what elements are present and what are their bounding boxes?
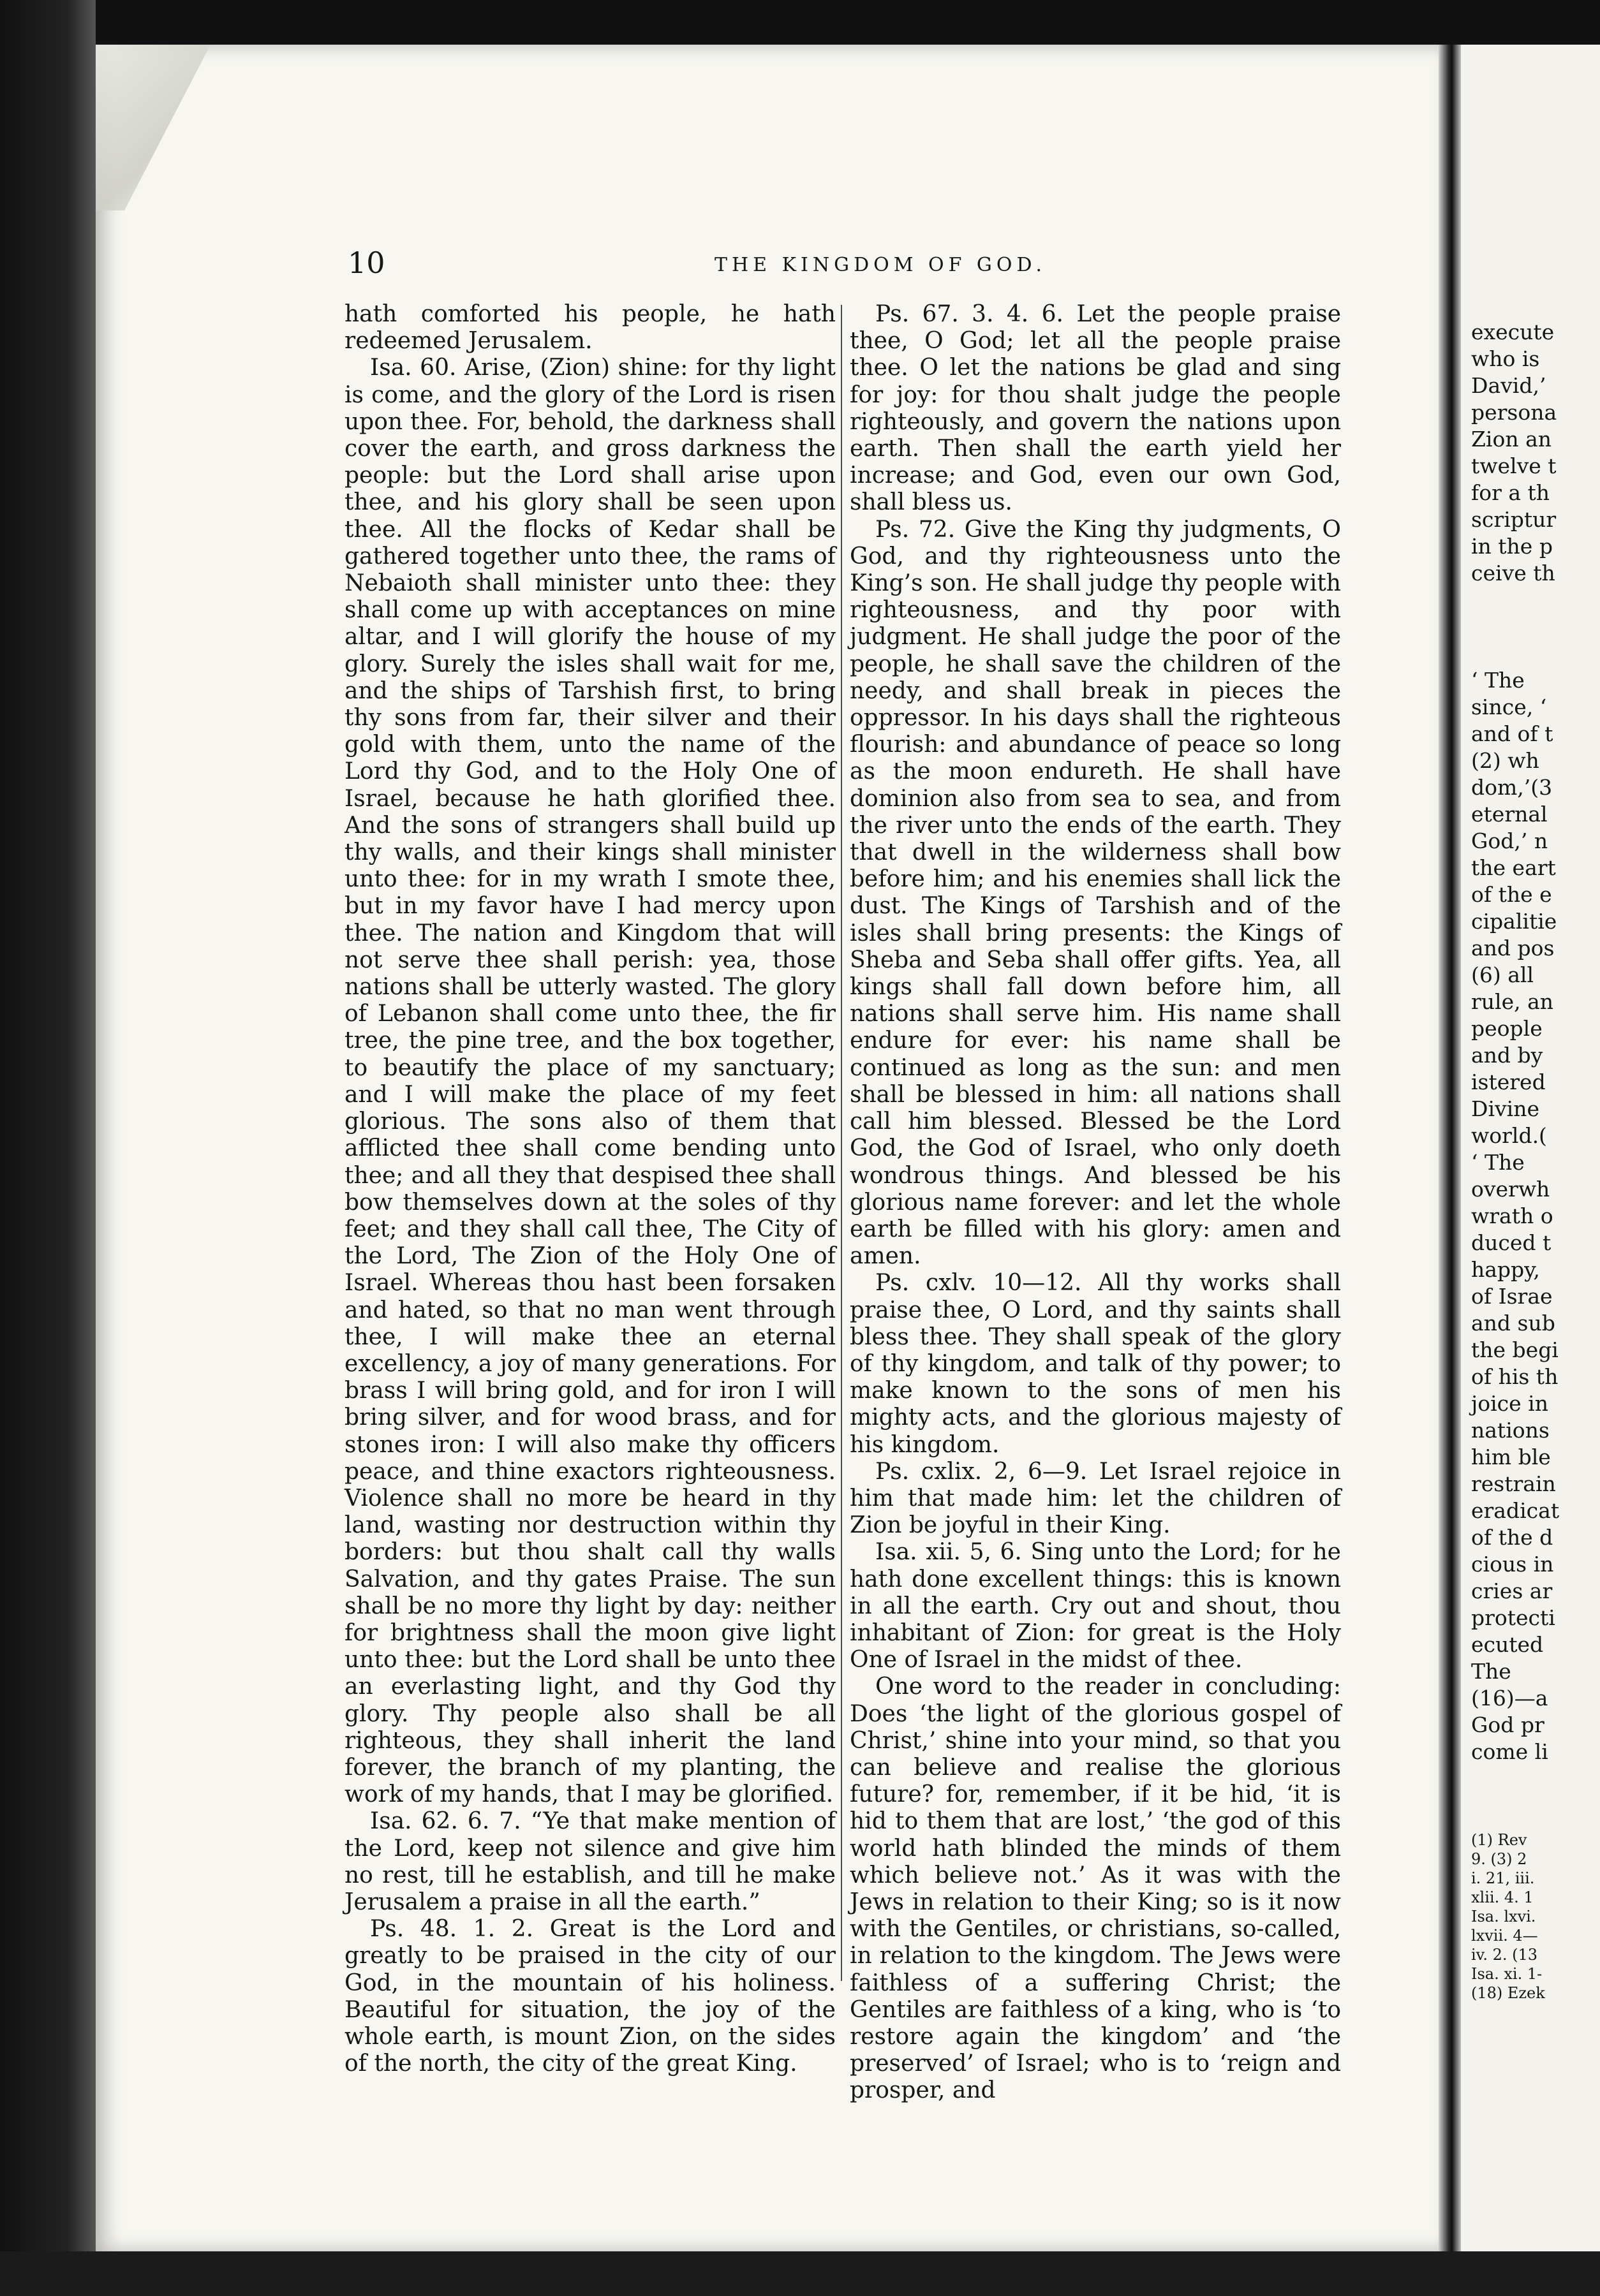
facing-page-footnote-line: Isa. lxvi.	[1471, 1908, 1536, 1925]
facing-page-text-fragments	[1471, 319, 1600, 1765]
facing-page-line: of the d	[1471, 1525, 1553, 1550]
facing-page-line: happy,	[1471, 1257, 1540, 1282]
paragraph-isaiah-62: Isa. 62. 6. 7. “Ye that make mention of the Lord, keep not silence and give him no rest, till he establish, and till he make Jerusalem a praise in all the earth.”	[344, 1808, 836, 1915]
facing-page-line: for a th	[1471, 480, 1550, 505]
paragraph-concluding-word: One word to the reader in concluding: Does ‘the light of the glorious gospel of Christ,’ shine into your mind, so that you can believe and realise the glorious future? for, remember, if it be hid, ‘it is hid to them that are lost,’ ‘the god of this world hath blinded the minds of them which believe not.’ As it was with the Jews in relation to their King; so is it now with the Gentiles, or christians, so-called, in relation to the kingdom. The Jews were faithless of a suffering Christ; the Gentiles are faithless of a king, who is ‘to restore again the kingdom’ and ‘the preserved’ of Israel; who is to ‘reign and prosper, and	[850, 1674, 1341, 2104]
facing-page-footnote-line: iv. 2. (13	[1471, 1946, 1538, 1964]
facing-page-footnote-line: (1) Rev	[1471, 1831, 1527, 1849]
facing-page-footnote-line: i. 21, iii.	[1471, 1869, 1535, 1887]
facing-page-line: ceive th	[1471, 561, 1555, 585]
facing-page-line: protecti	[1471, 1605, 1555, 1630]
facing-page-line: execute	[1471, 320, 1555, 344]
facing-page-line: twelve t	[1471, 453, 1557, 478]
facing-page-line: him ble	[1471, 1445, 1551, 1469]
facing-page-line: in the p	[1471, 534, 1553, 559]
facing-page-footnote-line: (18) Ezek	[1471, 1984, 1545, 2002]
facing-page-line: and pos	[1471, 936, 1555, 960]
facing-page-line	[1471, 640, 1600, 667]
facing-page-footnote-line: 9. (3) 2	[1471, 1850, 1527, 1868]
facing-page-line: (6) all	[1471, 962, 1534, 987]
facing-page-line: and sub	[1471, 1311, 1555, 1336]
facing-page-line: cries ar	[1471, 1578, 1553, 1603]
facing-page-line: The	[1471, 1659, 1511, 1684]
facing-page-line	[1471, 587, 1600, 614]
paragraph-psalm-48: Ps. 48. 1. 2. Great is the Lord and greatly to be praised in the city of our God, in the mountain of his holiness. Beautiful for situation, the joy of the whole earth, is mount Zion, on the sides of the north, the city of the great King.	[344, 1916, 836, 2077]
facing-page-line: (16)—a	[1471, 1686, 1548, 1711]
facing-page-line: of the e	[1471, 882, 1552, 907]
bottom-scan-edge	[0, 2251, 1600, 2296]
facing-page-line: ‘ The	[1471, 1150, 1525, 1175]
facing-page-line: joice in	[1471, 1391, 1548, 1416]
paragraph-isaiah-60: Isa. 60. Arise, (Zion) shine: for thy light is come, and the glory of the Lord is risen upon thee. For, behold, the darkness shall cover the earth, and gross darkness the people: but the Lord shall arise upon thee, and his glory shall be seen upon thee. All the flocks of Kedar shall be gathered together unto thee, the rams of Nebaioth shall minister unto thee: they shall come up with acceptances on mine altar, and I will glorify the house of my glory. Surely the isles shall wait for me, and the ships of Tarshish first, to bring thy sons from far, their silver and their gold with them, unto the name of the Lord thy God, and to the Holy One of Israel, because he hath glorified thee. And the sons of strangers shall build up thy walls, and their kings shall minister unto thee: for in my wrath I smote thee, but in my favor have I had mercy upon thee. The nation and Kingdom that will not serve thee shall perish: yea, those nations shall be utterly wasted. The glory of Lebanon shall come unto thee, the fir tree, the pine tree, and the box together, to beautify the place of my sanctuary; and I will make the place of my feet glorious. The sons also of them that afflicted thee shall come bending unto thee; and all they that despised thee shall bow themselves down at the soles of thy feet; and they shall call thee, The City of the Lord, The Zion of the Holy One of Israel. Whereas thou hast been forsaken and hated, so that no man went through thee, I will make thee an eternal excellency, a joy of many generations. For brass I will bring gold, and for iron I will bring silver, and for wood brass, and for stones iron: I will also make thy officers peace, and thine exactors righteousness. Violence shall no more be heard in thy land, wasting nor destruction within thy borders: but thou shalt call thy walls Salvation, and thy gates Praise. The sun shall be no more thy light by day: neither for brightness shall the moon give light unto thee: but the Lord shall be unto thee an everlasting light, and thy God thy glory. Thy people also shall be all righteous, they shall inherit the land forever, the branch of my planting, the work of my hands, that I may be glorified.	[344, 355, 836, 1808]
page-number: 10	[348, 246, 385, 280]
facing-page-line: dom,’(3	[1471, 775, 1553, 800]
facing-page-line: of his th	[1471, 1364, 1559, 1389]
facing-page-line: overwh	[1471, 1177, 1550, 1202]
facing-page-footnotes	[1471, 1830, 1600, 2003]
facing-page-line: wrath o	[1471, 1203, 1553, 1228]
facing-page-line	[1471, 614, 1600, 640]
paragraph-psalm-72: Ps. 72. Give the King thy judgments, O God, and thy righteousness unto the King’s son. He shall judge thy people with righteousness, and thy poor with judgment. He shall judge the poor of the people, he shall save the children of the needy, and shall break in pieces the oppressor. In his days shall the righteous flourish: and abundance of peace so long as the moon endureth. He shall have dominion also from sea to sea, and from the river unto the ends of the earth. They that dwell in the wilderness shall bow before him; and his enemies shall lick the dust. The Kings of Tarshish and of the isles shall bring presents: the Kings of Sheba and Seba shall offer gifts. Yea, all kings shall fall down before him, all nations shall serve him. His name shall endure for ever: his name shall be continued as long as the sun: and men shall be blessed in him: all nations shall call him blessed. Blessed be the Lord God, the God of Israel, who only doeth wondrous things. And blessed be his glorious name forever: and let the whole earth be filled with his glory: amen and amen.	[850, 516, 1341, 1270]
facing-page-line: nations	[1471, 1418, 1550, 1443]
top-scan-edge	[0, 0, 1600, 45]
paragraph-isaiah-40-end: hath comforted his people, he hath redeemed Jerusalem.	[344, 301, 836, 355]
facing-page-line: ecuted	[1471, 1632, 1544, 1657]
facing-page-line: rule, an	[1471, 989, 1554, 1014]
facing-page-line: scriptur	[1471, 507, 1557, 532]
facing-page-line: eradicat	[1471, 1498, 1560, 1523]
right-text-column	[850, 301, 1341, 2105]
facing-page-line: restrain	[1471, 1471, 1556, 1496]
facing-page-line: duced t	[1471, 1230, 1552, 1255]
paragraph-psalm-145: Ps. cxlv. 10—12. All thy works shall praise thee, O Lord, and thy saints shall bless thee. They shall speak of the glory of thy kingdom, and talk of thy power; to make known to the sons of men his mighty acts, and the glorious majesty of his kingdom.	[850, 1270, 1341, 1458]
facing-page-line: and by	[1471, 1043, 1543, 1068]
facing-page-line: the eart	[1471, 855, 1556, 880]
facing-page-line: eternal	[1471, 802, 1548, 827]
facing-page-line: persona	[1471, 400, 1557, 425]
facing-page-line: come li	[1471, 1739, 1548, 1764]
facing-page-line: ‘ The	[1471, 668, 1525, 693]
facing-page-line: istered	[1471, 1070, 1546, 1094]
facing-page-line: David,’	[1471, 373, 1546, 398]
facing-page-line: cious in	[1471, 1552, 1554, 1577]
facing-page-line: people	[1471, 1016, 1543, 1041]
facing-page-footnote-line: lxvii. 4—	[1471, 1927, 1538, 1945]
paragraph-psalm-149: Ps. cxlix. 2, 6—9. Let Israel rejoice in him that made him: let the children of Zion be joyful in their King.	[850, 1458, 1341, 1539]
facing-page-footnote-line: xlii. 4. 1	[1471, 1888, 1534, 1906]
book-gutter	[1439, 45, 1461, 2251]
facing-page-line: the begi	[1471, 1337, 1559, 1362]
facing-page-line: (2) wh	[1471, 748, 1539, 773]
left-text-column	[344, 301, 836, 2077]
paragraph-isaiah-12: Isa. xii. 5, 6. Sing unto the Lord; for he hath done excellent things: this is known in all the earth. Cry out and shout, thou inhabitant of Zion: for great is the Holy One of Israel in the midst of thee.	[850, 1539, 1341, 1674]
facing-page-line: God pr	[1471, 1712, 1544, 1737]
facing-page-line: cipalitie	[1471, 909, 1557, 934]
facing-page-line: who is	[1471, 346, 1540, 371]
facing-page-line: world.(	[1471, 1123, 1547, 1148]
left-scan-edge	[0, 0, 96, 2296]
facing-page-line: Zion an	[1471, 427, 1552, 452]
column-divider	[841, 305, 842, 1981]
facing-page-line: Divine	[1471, 1096, 1539, 1121]
facing-page-line: God,’ n	[1471, 828, 1548, 853]
facing-page-footnote-line: Isa. xi. 1-	[1471, 1965, 1543, 1983]
running-head: THE KINGDOM OF GOD.	[715, 254, 1047, 276]
paragraph-psalm-67: Ps. 67. 3. 4. 6. Let the people praise thee, O God; let all the people praise thee. O let the nations be glad and sing for joy: for thou shalt judge the people righteously, and govern the nations upon earth. Then shall the earth yield her increase; and God, even our own God, shall bless us.	[850, 301, 1341, 516]
facing-page-line: of Israe	[1471, 1284, 1553, 1309]
facing-page-line: and of t	[1471, 721, 1553, 746]
facing-page-line: since, ‘	[1471, 695, 1547, 719]
